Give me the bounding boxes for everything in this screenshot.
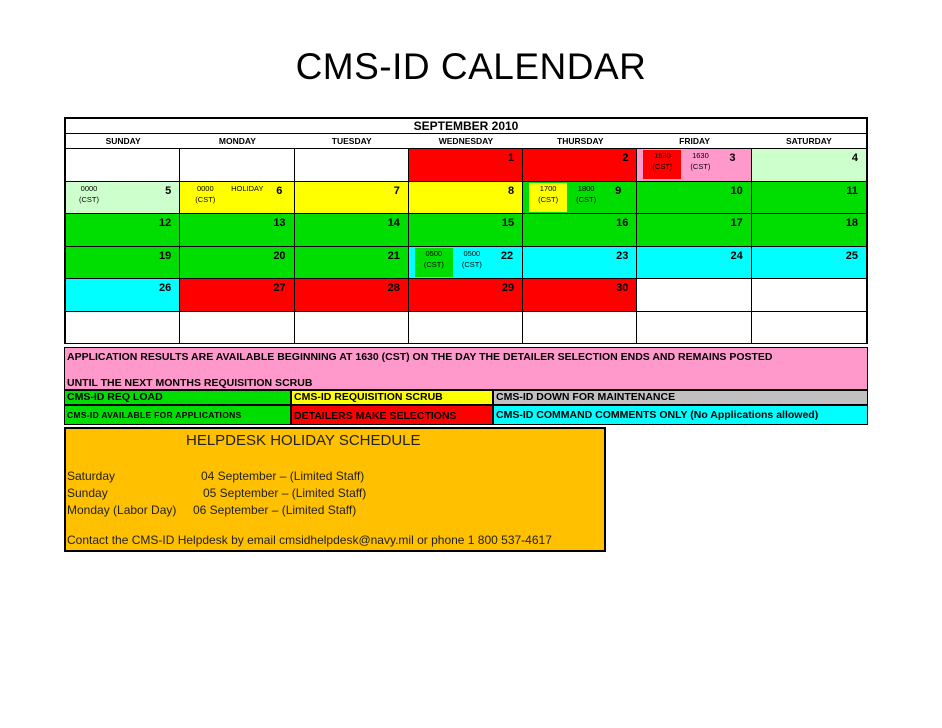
time-note-value: 0000 [196, 183, 214, 193]
calendar-grid [64, 117, 868, 344]
time-note [567, 183, 605, 212]
day-number: 22 [500, 249, 514, 262]
legend-available: CMS-ID AVAILABLE FOR APPLICATIONS [64, 405, 291, 425]
day-number: 21 [387, 249, 400, 262]
calendar-day-cell [409, 149, 523, 182]
calendar-day-cell [752, 182, 866, 215]
time-note-value: 1530 [654, 151, 671, 160]
calendar-day-cell [637, 214, 751, 247]
day-header: SUNDAY [66, 134, 180, 149]
calendar-day-cell [66, 279, 180, 312]
day-number: 6 [276, 184, 283, 197]
time-note-zone: (CST) [576, 194, 597, 204]
day-number: 16 [616, 217, 629, 229]
results-notice-line1: APPLICATION RESULTS ARE AVAILABLE BEGINNING AT 1630 (CST) ON THE DAY THE DETAILER SELECTION ENDS AND REMAINS POSTED [67, 351, 773, 363]
time-note-zone: (CST) [79, 194, 99, 204]
time-note [72, 183, 106, 212]
legend-req-scrub: CMS-ID REQUISITION SCRUB [291, 390, 493, 405]
calendar-day-cell [752, 279, 866, 312]
calendar-day-cell [637, 149, 751, 182]
time-note-value: 1700 [539, 183, 557, 193]
time-note-zone: (CST) [461, 259, 482, 269]
time-note-value: 0500 [463, 248, 481, 258]
legend-command-comments: CMS-ID COMMAND COMMENTS ONLY (No Applications allowed) [493, 405, 868, 425]
day-number: 27 [273, 282, 286, 294]
day-number: 14 [387, 217, 400, 229]
helpdesk-row: Monday (Labor Day) 06 September – (Limited Staff) [67, 503, 357, 517]
calendar-day-cell [409, 312, 523, 345]
calendar-day-cell [409, 182, 523, 215]
day-header: FRIDAY [637, 134, 751, 149]
day-number: 18 [845, 217, 858, 229]
day-header: MONDAY [180, 134, 294, 149]
time-note-value: 0000 [80, 183, 98, 193]
day-number: 1 [508, 152, 515, 164]
day-number: 17 [730, 217, 743, 229]
calendar-day-cell [66, 149, 180, 182]
legend-detailers: DETAILERS MAKE SELECTIONS [291, 405, 493, 425]
time-note-zone: (CST) [195, 194, 216, 204]
day-header: THURSDAY [523, 134, 637, 149]
calendar-day-cell [523, 149, 637, 182]
day-number: 3 [729, 152, 736, 164]
calendar-day-cell [523, 312, 637, 345]
day-number: 7 [393, 184, 400, 197]
calendar-day-cell [180, 247, 294, 280]
day-number: 12 [159, 217, 172, 229]
helpdesk-row: Saturday 04 September – (Limited Staff) [67, 469, 365, 483]
calendar-day-cell [637, 182, 751, 215]
time-note-zone: (CST) [423, 259, 444, 269]
calendar-day-cell [180, 182, 294, 215]
calendar-day-cell [523, 279, 637, 312]
calendar-day-cell [409, 279, 523, 312]
day-number: 4 [851, 152, 858, 164]
calendar-day-cell [752, 312, 866, 345]
calendar-day-cell [295, 279, 409, 312]
helpdesk-schedule [64, 427, 606, 552]
calendar-day-cell [637, 312, 751, 345]
month-header: SEPTEMBER 2010 [66, 119, 866, 134]
day-header: WEDNESDAY [409, 134, 523, 149]
calendar-day-cell [66, 182, 180, 215]
day-number: 11 [846, 184, 858, 197]
day-number: 20 [273, 249, 286, 262]
calendar-day-cell [295, 182, 409, 215]
calendar-day-cell [295, 247, 409, 280]
day-number: 30 [616, 282, 629, 294]
day-number: 5 [165, 184, 172, 197]
calendar-day-cell [295, 214, 409, 247]
time-note-value: HOLIDAY [231, 183, 264, 193]
time-note-zone: (CST) [652, 162, 673, 171]
day-number: 15 [501, 217, 515, 229]
day-number: 26 [159, 282, 172, 294]
time-note [186, 183, 224, 212]
time-note-value: 0500 [425, 248, 443, 258]
day-number: 23 [616, 249, 629, 262]
calendar-day-cell [409, 214, 523, 247]
calendar-day-cell [752, 149, 866, 182]
results-notice-line2: UNTIL THE NEXT MONTHS REQUISITION SCRUB [67, 377, 313, 389]
time-note [529, 183, 567, 212]
time-note [681, 150, 719, 179]
day-header: TUESDAY [295, 134, 409, 149]
calendar-day-cell [637, 247, 751, 280]
day-number: 29 [501, 282, 515, 294]
day-header: SATURDAY [752, 134, 866, 149]
calendar-day-cell [66, 247, 180, 280]
day-number: 8 [508, 184, 515, 197]
day-number: 13 [273, 217, 286, 229]
calendar-day-cell [180, 214, 294, 247]
day-number: 9 [615, 184, 622, 197]
calendar-day-cell [637, 279, 751, 312]
time-note-zone: (CST) [538, 194, 559, 204]
calendar-day-cell [295, 149, 409, 182]
day-number: 25 [845, 249, 858, 262]
day-number: 2 [622, 152, 629, 164]
day-number: 19 [159, 249, 172, 262]
time-note [453, 248, 491, 277]
calendar-day-cell [409, 247, 523, 280]
calendar-day-cell [180, 279, 294, 312]
helpdesk-title: HELPDESK HOLIDAY SCHEDULE [186, 432, 421, 449]
calendar-day-cell [752, 214, 866, 247]
legend-down-maintenance: CMS-ID DOWN FOR MAINTENANCE [493, 390, 868, 405]
day-number: 10 [730, 184, 743, 197]
helpdesk-row: Sunday 05 September – (Limited Staff) [67, 486, 367, 500]
calendar-day-cell [66, 312, 180, 345]
page-title: CMS-ID CALENDAR [295, 46, 647, 87]
calendar-day-cell [295, 312, 409, 345]
calendar-day-cell [523, 182, 637, 215]
calendar-day-cell [66, 214, 180, 247]
helpdesk-contact: Contact the CMS-ID Helpdesk by email cmsidhelpdesk@navy.mil or phone 1 800 537-4617 [67, 533, 552, 547]
calendar-day-cell [752, 247, 866, 280]
time-note-value: 1800 [577, 183, 595, 193]
calendar-day-cell [180, 312, 294, 345]
time-note [643, 150, 681, 179]
calendar-day-cell [523, 247, 637, 280]
day-number: 24 [730, 249, 743, 262]
time-note-value: 1630 [692, 151, 709, 160]
time-note-zone: (CST) [690, 162, 711, 171]
time-note [415, 248, 453, 277]
calendar-day-cell [523, 214, 637, 247]
day-number: 28 [387, 282, 400, 294]
calendar-day-cell [180, 149, 294, 182]
results-notice [64, 347, 868, 390]
legend-req-load: CMS-ID REQ LOAD [64, 390, 291, 405]
time-note [228, 183, 266, 212]
